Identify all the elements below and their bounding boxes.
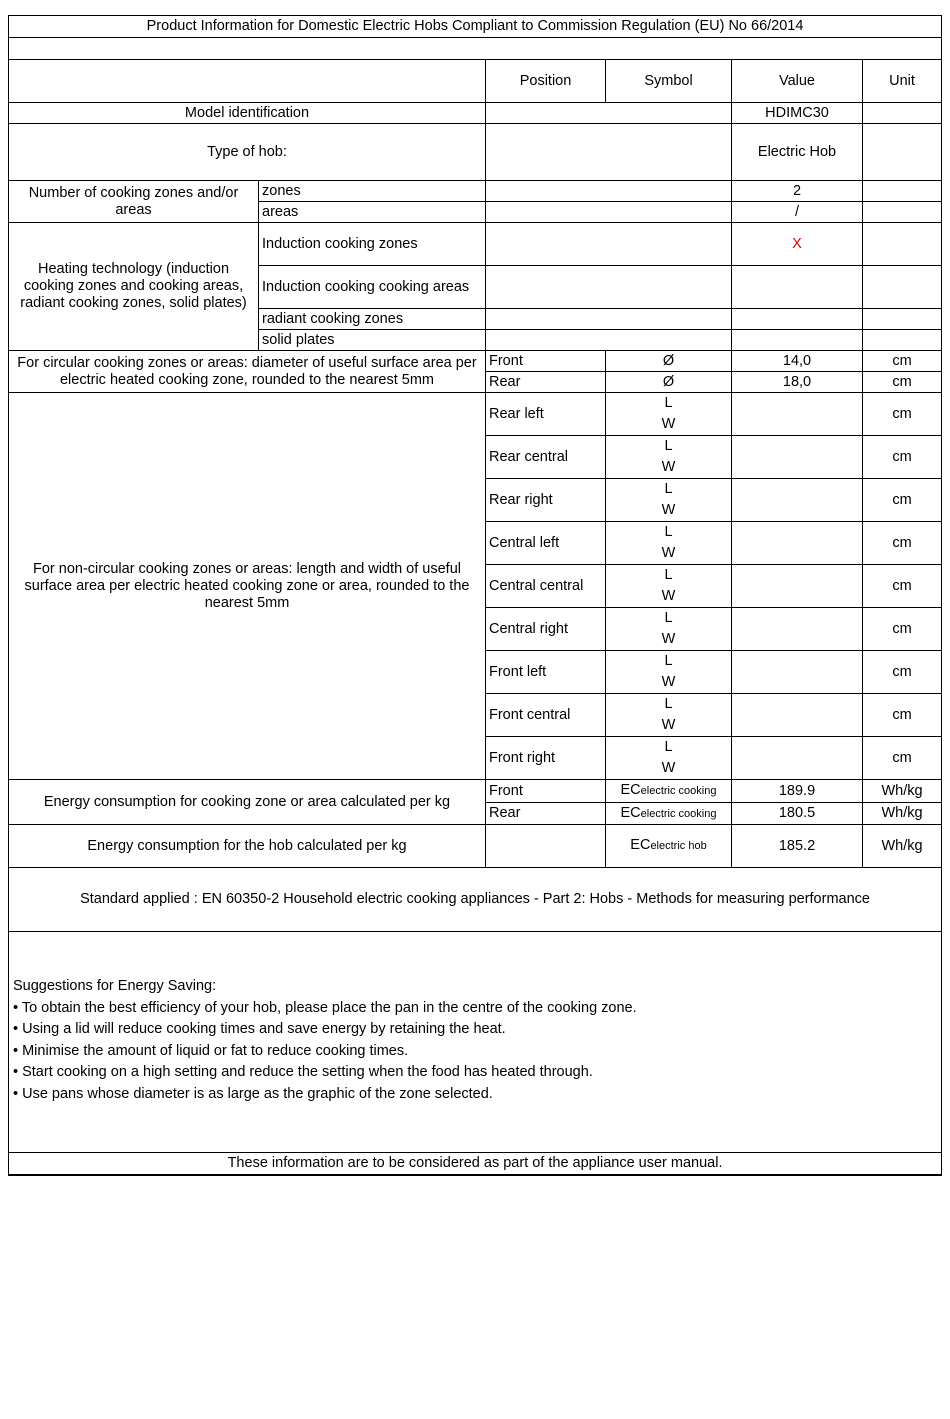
noncircular-value	[732, 565, 863, 608]
areas-position-symbol	[486, 202, 732, 223]
symbol-length: L	[664, 481, 673, 497]
model-position-symbol	[486, 103, 732, 124]
circular-symbol: Ø	[606, 351, 732, 372]
energy-zone-label: Energy consumption for cooking zone or area calculated per kg	[9, 780, 486, 825]
induction-areas-unit	[863, 266, 942, 309]
energy-hob-position	[486, 825, 606, 868]
noncircular-unit: cm	[863, 479, 942, 522]
solid-value	[732, 330, 863, 351]
product-info-table	[8, 15, 942, 1176]
noncircular-value	[732, 737, 863, 780]
header-unit: Unit	[863, 60, 942, 103]
noncircular-value	[732, 694, 863, 737]
circular-zones-label: For circular cooking zones or areas: diameter of useful surface area per electric heated cooking zone, rounded to the nearest 5mm	[9, 351, 486, 393]
noncircular-value	[732, 393, 863, 436]
header-blank	[9, 60, 486, 103]
induction-areas-position-symbol	[486, 266, 732, 309]
symbol-main: EC	[620, 782, 641, 798]
symbol-width: W	[661, 416, 676, 432]
energy-zone-unit: Wh/kg	[863, 780, 942, 803]
noncircular-symbol	[606, 694, 732, 737]
noncircular-unit: cm	[863, 565, 942, 608]
symbol-subscript: electric cooking	[640, 785, 717, 797]
energy-hob-unit: Wh/kg	[863, 825, 942, 868]
circular-value: 18,0	[732, 372, 863, 393]
symbol-width: W	[661, 502, 676, 518]
energy-zone-value: 180.5	[732, 803, 863, 825]
symbol-width: W	[661, 588, 676, 604]
noncircular-zones-label: For non-circular cooking zones or areas: length and width of useful surface area per electric heated cooking zone or area, rounded to the nearest 5mm	[9, 393, 486, 780]
solid-plates-label: solid plates	[259, 330, 486, 351]
sheet-title: Product Information for Domestic Electric Hobs Compliant to Commission Regulation (EU) No 66/2014	[9, 16, 942, 38]
radiant-zones-label: radiant cooking zones	[259, 309, 486, 330]
symbol-length: L	[664, 610, 673, 626]
noncircular-position: Front central	[486, 694, 606, 737]
zones-value: 2	[732, 181, 863, 202]
induction-zones-position-symbol	[486, 223, 732, 266]
noncircular-value	[732, 651, 863, 694]
noncircular-unit: cm	[863, 608, 942, 651]
energy-zone-position: Front	[486, 780, 606, 803]
symbol-length: L	[664, 395, 673, 411]
radiant-value	[732, 309, 863, 330]
energy-zone-position: Rear	[486, 803, 606, 825]
energy-hob-symbol	[606, 825, 732, 868]
standard-applied: Standard applied : EN 60350-2 Household electric cooking appliances - Part 2: Hobs - Methods for measuring performance	[9, 868, 942, 932]
noncircular-position: Rear central	[486, 436, 606, 479]
suggestion-item: • Use pans whose diameter is as large as the graphic of the zone selected.	[13, 1085, 493, 1102]
zones-count-label: Number of cooking zones and/or areas	[9, 181, 259, 223]
noncircular-symbol	[606, 737, 732, 780]
hob-type-value: Electric Hob	[732, 124, 863, 181]
model-label: Model identification	[9, 103, 486, 124]
symbol-width: W	[661, 545, 676, 561]
radiant-position-symbol	[486, 309, 732, 330]
circular-position: Rear	[486, 372, 606, 393]
noncircular-value	[732, 608, 863, 651]
noncircular-unit: cm	[863, 694, 942, 737]
header-symbol: Symbol	[606, 60, 732, 103]
suggestions-title: Suggestions for Energy Saving:	[13, 978, 217, 994]
radiant-unit	[863, 309, 942, 330]
footer-note: These information are to be considered as part of the appliance user manual.	[9, 1153, 942, 1175]
symbol-main: EC	[630, 837, 651, 853]
noncircular-unit: cm	[863, 522, 942, 565]
header-value: Value	[732, 60, 863, 103]
blank-row	[9, 38, 942, 60]
noncircular-unit: cm	[863, 651, 942, 694]
noncircular-value	[732, 436, 863, 479]
noncircular-symbol	[606, 393, 732, 436]
noncircular-unit: cm	[863, 737, 942, 780]
symbol-length: L	[664, 696, 673, 712]
circular-value: 14,0	[732, 351, 863, 372]
symbol-subscript: electric hob	[650, 840, 707, 852]
circular-unit: cm	[863, 372, 942, 393]
energy-saving-suggestions	[9, 932, 942, 1153]
suggestion-item: • Start cooking on a high setting and reduce the setting when the food has heated through.	[13, 1064, 593, 1080]
solid-unit	[863, 330, 942, 351]
energy-hob-value: 185.2	[732, 825, 863, 868]
symbol-subscript: electric cooking	[640, 807, 717, 820]
areas-label: areas	[259, 202, 486, 223]
model-unit	[863, 103, 942, 124]
induction-areas-label: Induction cooking cooking areas	[259, 266, 486, 309]
symbol-width: W	[661, 674, 676, 690]
suggestion-item: • To obtain the best efficiency of your hob, please place the pan in the centre of the cooking zone.	[13, 999, 637, 1016]
header-position: Position	[486, 60, 606, 103]
induction-zones-unit	[863, 223, 942, 266]
symbol-width: W	[661, 760, 676, 776]
induction-zones-mark: X	[732, 223, 863, 266]
heating-technology-label: Heating technology (induction cooking zones and cooking areas, radiant cooking zones, solid plates)	[9, 223, 259, 351]
noncircular-symbol	[606, 565, 732, 608]
zones-position-symbol	[486, 181, 732, 202]
symbol-width: W	[661, 459, 676, 475]
model-value: HDIMC30	[732, 103, 863, 124]
energy-zone-value: 189.9	[732, 780, 863, 803]
energy-zone-symbol	[606, 803, 732, 825]
areas-value: /	[732, 202, 863, 223]
noncircular-value	[732, 522, 863, 565]
noncircular-position: Central right	[486, 608, 606, 651]
noncircular-unit: cm	[863, 393, 942, 436]
noncircular-position: Rear left	[486, 393, 606, 436]
noncircular-unit: cm	[863, 436, 942, 479]
symbol-length: L	[664, 438, 673, 454]
zones-unit	[863, 181, 942, 202]
noncircular-symbol	[606, 479, 732, 522]
induction-areas-value	[732, 266, 863, 309]
symbol-length: L	[664, 567, 673, 583]
noncircular-symbol	[606, 436, 732, 479]
zones-label: zones	[259, 181, 486, 202]
noncircular-value	[732, 479, 863, 522]
symbol-main: EC	[620, 804, 641, 821]
energy-zone-symbol	[606, 780, 732, 803]
hob-type-label: Type of hob:	[9, 124, 486, 181]
noncircular-position: Front right	[486, 737, 606, 780]
energy-zone-unit: Wh/kg	[863, 803, 942, 825]
product-information-sheet	[8, 15, 941, 1176]
hob-type-unit	[863, 124, 942, 181]
circular-position: Front	[486, 351, 606, 372]
noncircular-position: Rear right	[486, 479, 606, 522]
hob-type-position-symbol	[486, 124, 732, 181]
energy-hob-label: Energy consumption for the hob calculated per kg	[9, 825, 486, 868]
suggestion-item: • Minimise the amount of liquid or fat to reduce cooking times.	[13, 1042, 409, 1059]
noncircular-symbol	[606, 608, 732, 651]
areas-unit	[863, 202, 942, 223]
symbol-length: L	[664, 739, 673, 755]
noncircular-position: Central left	[486, 522, 606, 565]
symbol-width: W	[661, 717, 676, 733]
symbol-length: L	[664, 524, 673, 540]
noncircular-symbol	[606, 522, 732, 565]
symbol-width: W	[661, 631, 676, 647]
circular-unit: cm	[863, 351, 942, 372]
circular-symbol: Ø	[606, 372, 732, 393]
solid-position-symbol	[486, 330, 732, 351]
symbol-length: L	[664, 653, 673, 669]
noncircular-position: Front left	[486, 651, 606, 694]
noncircular-symbol	[606, 651, 732, 694]
noncircular-position: Central central	[486, 565, 606, 608]
suggestion-item: • Using a lid will reduce cooking times and save energy by retaining the heat.	[13, 1021, 506, 1037]
induction-zones-label: Induction cooking zones	[259, 223, 486, 266]
